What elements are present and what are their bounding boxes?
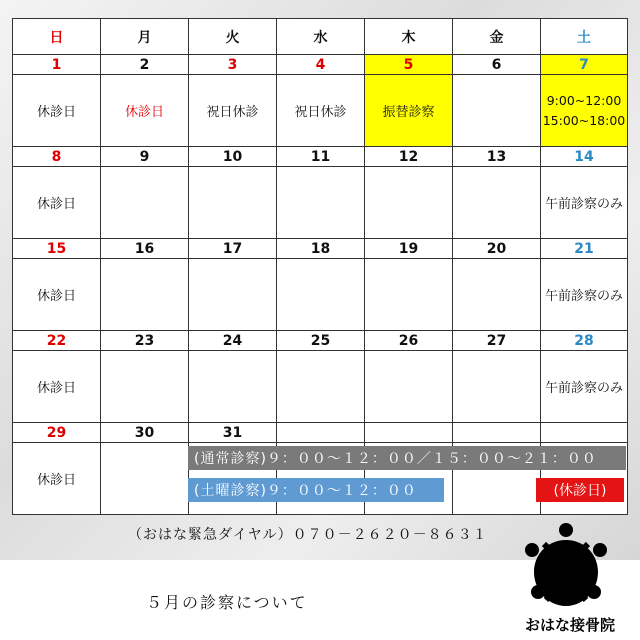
day-number: 25 <box>277 331 365 351</box>
day-number: 13 <box>453 147 541 167</box>
day-note <box>101 259 189 331</box>
day-note: 休診日 <box>101 75 189 147</box>
day-note <box>453 351 541 423</box>
day-note: 休診日 <box>13 259 101 331</box>
calendar-grid <box>12 18 628 515</box>
day-number: 7 <box>541 55 628 75</box>
day-number <box>453 423 541 443</box>
day-number: 27 <box>453 331 541 351</box>
day-note: 午前診察のみ <box>541 351 628 423</box>
weekday-header: 金 <box>453 19 541 55</box>
day-note: 休診日 <box>13 167 101 239</box>
day-number: 28 <box>541 331 628 351</box>
day-number: 30 <box>101 423 189 443</box>
day-number: 16 <box>101 239 189 259</box>
day-number: 9 <box>101 147 189 167</box>
day-number <box>277 423 365 443</box>
day-number: 5 <box>365 55 453 75</box>
day-note <box>189 167 277 239</box>
day-note <box>453 75 541 147</box>
day-note <box>277 259 365 331</box>
weekday-header: 火 <box>189 19 277 55</box>
day-number: 15 <box>13 239 101 259</box>
day-number: 29 <box>13 423 101 443</box>
day-note: 休診日 <box>13 351 101 423</box>
day-number: 19 <box>365 239 453 259</box>
day-note: 振替診察 <box>365 75 453 147</box>
day-note <box>365 259 453 331</box>
day-number: 23 <box>101 331 189 351</box>
day-note <box>101 167 189 239</box>
day-note <box>277 167 365 239</box>
day-number <box>541 423 628 443</box>
day-note <box>277 351 365 423</box>
weekday-header: 土 <box>541 19 628 55</box>
hours-line: 15:00~18:00 <box>542 112 626 128</box>
day-note <box>453 167 541 239</box>
day-note <box>365 167 453 239</box>
day-number: 20 <box>453 239 541 259</box>
day-number <box>365 423 453 443</box>
closed-day-badge: (休診日) <box>536 478 624 502</box>
day-number: 2 <box>101 55 189 75</box>
day-note: 祝日休診 <box>189 75 277 147</box>
saturday-hours-badge: (土曜診察)９：００～１２：００ <box>188 478 444 502</box>
day-number: 31 <box>189 423 277 443</box>
day-number: 3 <box>189 55 277 75</box>
day-number: 4 <box>277 55 365 75</box>
day-note <box>101 443 189 515</box>
day-note: 休診日 <box>13 443 101 515</box>
day-number: 26 <box>365 331 453 351</box>
day-number: 1 <box>13 55 101 75</box>
day-note <box>189 351 277 423</box>
weekday-header: 月 <box>101 19 189 55</box>
day-number: 11 <box>277 147 365 167</box>
regular-hours-badge: (通常診察)９：００～１２：００／１５：００～２１：００ <box>188 446 626 470</box>
hours-line: 9:00~12:00 <box>546 92 622 108</box>
page-title: ５月の診察について <box>146 593 308 612</box>
day-note <box>365 351 453 423</box>
clinic-name: おはな接骨院 <box>524 616 615 634</box>
clinic-logo <box>516 522 616 614</box>
day-note <box>101 351 189 423</box>
day-number: 22 <box>13 331 101 351</box>
day-number: 18 <box>277 239 365 259</box>
day-hours <box>541 75 628 147</box>
day-note <box>453 259 541 331</box>
day-note <box>189 259 277 331</box>
day-number: 12 <box>365 147 453 167</box>
day-note: 午前診察のみ <box>541 167 628 239</box>
day-number: 14 <box>541 147 628 167</box>
day-number: 21 <box>541 239 628 259</box>
day-number: 24 <box>189 331 277 351</box>
weekday-header: 水 <box>277 19 365 55</box>
day-number: 17 <box>189 239 277 259</box>
day-number: 6 <box>453 55 541 75</box>
day-note: 休診日 <box>13 75 101 147</box>
day-note: 午前診察のみ <box>541 259 628 331</box>
weekday-header: 日 <box>13 19 101 55</box>
weekday-header: 木 <box>365 19 453 55</box>
day-note: 祝日休診 <box>277 75 365 147</box>
day-number: 10 <box>189 147 277 167</box>
day-number: 8 <box>13 147 101 167</box>
emergency-dial: （おはな緊急ダイヤル）０７０－２６２０－８６３１ <box>128 527 488 543</box>
